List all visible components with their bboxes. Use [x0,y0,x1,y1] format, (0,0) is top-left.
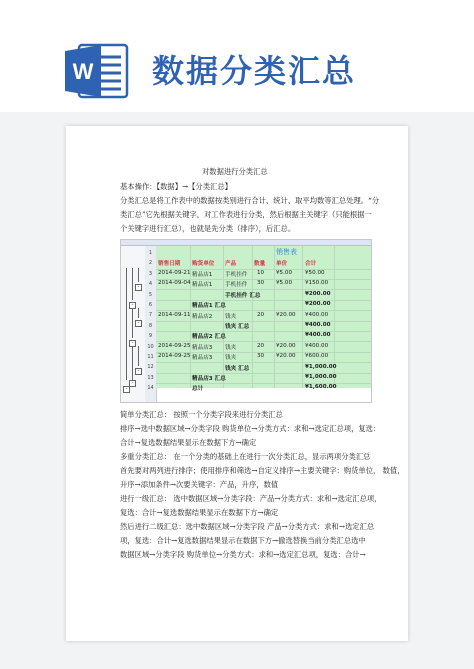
doc-line: 合计→复选数据结果显示在数据下方→确定 [120,438,257,447]
cell-qty[interactable]: 20 [257,342,265,349]
cell-price[interactable]: ¥20.00 [276,311,296,318]
outline-collapse-button[interactable]: - [135,320,142,327]
row-gridline [156,373,371,374]
doc-line: 进行一级汇总： 选中数据区域→分类字段：产品→分类方式：求和→选定汇总项， [120,494,382,503]
cell-total[interactable]: ¥50.00 [305,270,325,276]
doc-line: 多重分类汇总： 在一个分类的基础上在进行一次分类汇总，显示两项分类汇总 [120,452,371,461]
cell-unit[interactable]: 总计 [192,386,204,393]
cell-unit[interactable]: 精品店1 [192,282,213,289]
cell-total[interactable]: ¥1,000.00 [305,374,337,380]
cell-total[interactable]: ¥200.00 [305,301,331,308]
row-number: 2 [148,260,153,267]
page-header [0,0,474,112]
cell-unit[interactable]: 精品店3 汇总 [192,376,226,382]
cell-unit[interactable]: 精品店2 [192,313,213,320]
cell-total[interactable]: ¥400.00 [305,322,331,328]
cell-unit[interactable]: 精品店1 汇总 [192,303,226,310]
cell-product[interactable]: 钱夹 汇总 [225,324,250,330]
cell-product[interactable]: 手机挂件 汇总 [225,292,261,299]
cell-product[interactable]: 手机挂件 [225,272,248,278]
cell-total[interactable]: ¥200.00 [305,290,331,297]
cell-product[interactable]: 手机挂件 [225,282,248,289]
cell-date[interactable]: 2014-09-21 [158,270,191,276]
doc-line: 分类汇总是将工作表中的数据按类别进行合计、统计、取平均数等汇总处理。“分 [120,196,380,205]
cell-total[interactable]: ¥600.00 [305,353,329,360]
row-number: 1 [148,250,153,256]
logo-letter: W [72,59,94,84]
cell-date[interactable]: 2014-09-25 [158,342,191,349]
outline-collapse-button[interactable]: - [129,302,136,309]
doc-line: 基本操作：【数据】→【分类汇总】 [120,182,232,191]
doc-line: 简单分类汇总： 按照一个分类字段来进行分类汇总 [120,410,283,419]
outline-collapse-button[interactable]: - [135,284,142,291]
doc-line: 个关键字进行汇总），也就是先分类（排序），后汇总。 [120,224,296,233]
header-product: 产品 [225,261,237,267]
cell-unit[interactable]: 精品店2 汇总 [192,334,226,341]
row-gridline [156,321,371,322]
doc-line: 复选：合计→复选数据结果显示在数据下方→确定 [120,508,279,517]
row-gridline [156,289,371,290]
sheet-title: 销售表 [276,248,297,256]
cell-product[interactable]: 钱夹 [225,344,237,351]
doc-line: 首先要对两列进行排序；使用排序和筛选→自定义排序→主要关键字：购货单位， 数值， [120,466,405,475]
cell-price[interactable]: ¥20.00 [276,353,296,360]
row-number: 11 [147,354,154,360]
cell-price[interactable]: ¥5.00 [276,270,293,276]
row-number: 14 [147,385,154,392]
header-total: 合计 [305,261,317,267]
header-date: 销售日期 [158,261,181,267]
header-price: 单价 [276,261,288,267]
doc-line: 然后进行二级汇总：选中数据区域→分类字段 产品→分类方式：求和→选定汇总 [120,522,375,531]
row-number: 5 [148,291,153,298]
cell-qty[interactable]: 30 [257,353,265,360]
doc-line: 升序→添加条件→次要关键字：产品，升序，数值 [120,480,279,489]
spreadsheet-screenshot [120,239,372,403]
row-gridline [156,383,371,384]
cell-total[interactable]: ¥400.00 [305,332,331,339]
header-qty: 数量 [254,261,266,267]
cell-product[interactable]: 钱夹 汇总 [225,365,250,372]
outline-panel [121,246,146,402]
cell-unit[interactable]: 精品店3 [192,344,213,351]
row-number: 9 [148,333,153,340]
row-number: 7 [148,312,153,319]
cell-unit[interactable]: 精品店1 [192,272,213,278]
page-title: 数据分类汇总 [152,52,357,90]
cell-total[interactable]: ¥400.00 [305,311,329,318]
cell-product[interactable]: 钱夹 [225,355,237,362]
row-number: 12 [147,364,154,371]
cell-total[interactable]: ¥1,000.00 [305,363,337,370]
cell-product[interactable]: 钱夹 [225,313,237,320]
row-number: 8 [148,322,153,329]
doc-line: 排序→选中数据区域→分类字段 购货单位→分类方式：求和→选定汇总项，复选： [120,424,381,433]
doc-line: 类汇总”它先根据关键字，对工作表进行分类，然后根据主关键字（只能根据一 [120,210,372,219]
outline-collapse-button[interactable]: - [123,386,130,393]
doc-line: 数据区域→分类字段 购货单位→分类方式：求和→选定汇总项，复选：合计→ [120,550,366,559]
word-logo-icon [63,41,129,101]
cell-date[interactable]: 2014-09-11 [158,311,191,318]
cell-qty[interactable]: 10 [257,270,265,276]
outline-collapse-button[interactable]: - [129,340,136,347]
cell-price[interactable]: ¥5.00 [276,280,293,287]
cell-total[interactable]: ¥400.00 [305,342,329,349]
row-number: 13 [147,374,154,381]
outline-collapse-button[interactable]: - [129,380,136,387]
cell-total[interactable]: ¥1,600.00 [305,384,337,391]
outline-collapse-button[interactable]: - [135,368,142,375]
cell-price[interactable]: ¥20.00 [276,342,296,349]
cell-qty[interactable]: 20 [257,311,265,318]
doc-line: 项，复选：合计→复选数据结果显示在数据下方→撤选替换当前分类汇总选中 [120,536,366,545]
row-number: 4 [148,281,153,288]
cell-total[interactable]: ¥150.00 [305,280,329,287]
row-gridline [156,362,371,363]
cell-qty[interactable]: 30 [257,280,265,287]
row-number: 10 [147,343,154,350]
cell-date[interactable]: 2014-09-04 [158,280,191,287]
header-unit: 购货单位 [192,261,215,267]
row-number: 3 [148,270,153,277]
cell-unit[interactable]: 精品店3 [192,355,213,362]
document-title: 对数据进行分类汇总 [202,167,268,176]
row-gridline [156,331,371,332]
row-gridline [156,300,371,301]
cell-date[interactable]: 2014-09-25 [158,353,191,360]
row-number: 6 [148,302,153,308]
